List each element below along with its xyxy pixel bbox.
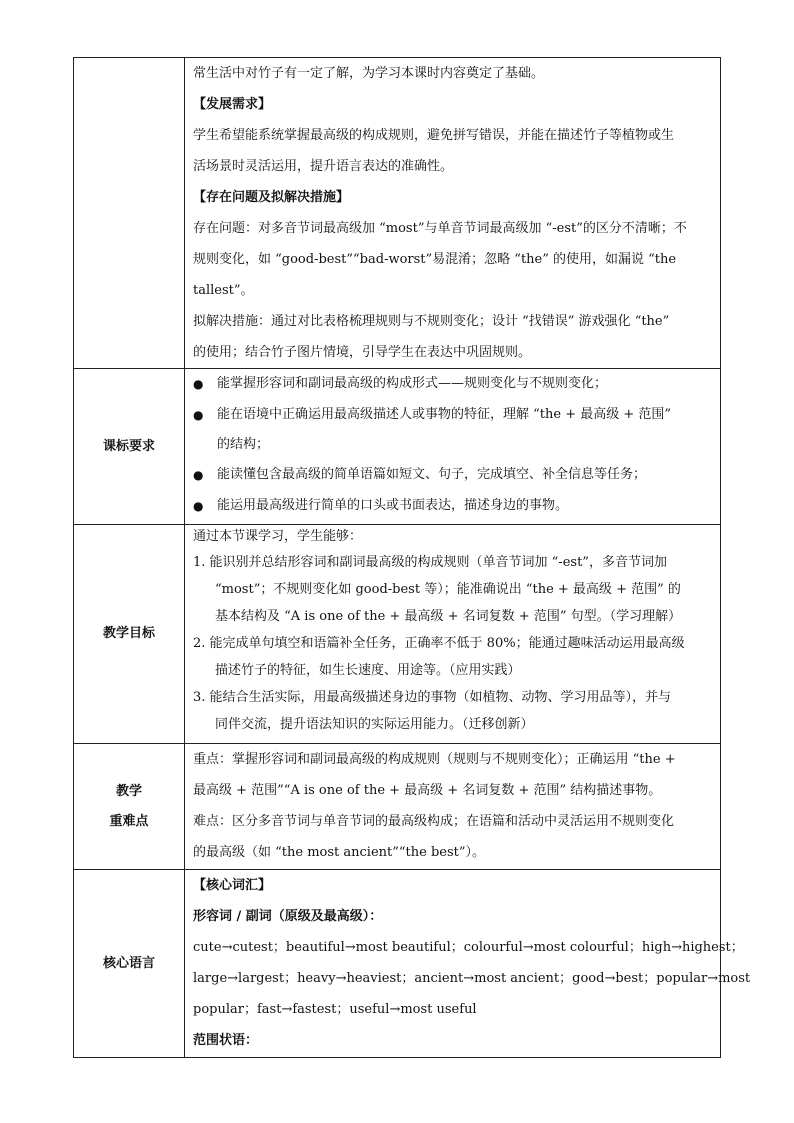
list-item [193,491,714,522]
vocab-line: cute→cutest；beautiful→most beautiful；colourful→most colourful；high→highest； [193,940,744,955]
curriculum-item: 能掌握形容词和副词最高级的构成形式——规则变化与不规则变化； [217,376,608,391]
table-row-situation [74,58,721,369]
key-point-line: 重点：掌握形容词和副词最高级的构成规则（规则与不规则变化）；正确运用 “the + [193,752,676,767]
core-vocab-subheading: 形容词 / 副词（原级及最高级）： [193,909,383,924]
situation-line: 常生活中对竹子有一定了解，为学习本课时内容奠定了基础。 [193,66,545,81]
difficult-point-line: 的最高级（如 “the most ancient”“the best”）。 [193,845,486,860]
key-point-line: 最高级 + 范围”“A is one of the + 最高级 + 名词复数 + 范围” 结构描述事物。 [193,783,662,798]
problems-heading: 【存在问题及拟解决措施】 [193,190,350,205]
situation-label-cell [74,58,185,369]
vocab-line: popular；fast→fastest；useful→most useful [193,1002,477,1017]
objectives-content-cell [185,525,721,744]
lesson-plan-table [73,57,751,1058]
adverbial-heading: 范围状语： [193,1033,259,1048]
curriculum-item: 能在语境中正确运用最高级描述人或事物的特征，理解 “the + 最高级 + 范围” [217,407,672,422]
objective-item: 3. 能结合生活实际，用最高级描述身边的事物（如植物、动物、学习用品等），并与 [193,690,672,705]
situation-line: 存在问题：对多音节词最高级加 “most”与单音节词最高级加 “-est”的区分不清晰；不 [193,221,687,236]
situation-line: 拟解决措施：通过对比表格梳理规则与不规则变化；设计 “找错误” 游戏强化 “the” [193,314,670,329]
objectives-intro: 通过本节课学习，学生能够： [193,529,363,544]
core-vocab-heading: 【核心词汇】 [193,878,272,893]
objectives-label: 教学目标 [74,525,185,744]
objective-item: 2. 能完成单句填空和语篇补全任务，正确率不低于 80%；能通过趣味活动运用最高级 [193,636,685,651]
situation-line: 的使用；结合竹子图片情境，引导学生在表达中巩固规则。 [193,345,532,360]
development-needs-heading: 【发展需求】 [193,97,272,112]
curriculum-item-cont: 的结构； [217,437,270,452]
bullet-icon: ● [193,377,204,391]
objective-item-cont: “most”；不规则变化如 good-best 等）；能准确说出 “the + 最高级 + 范围” 的 [215,582,681,597]
vocab-line: large→largest；heavy→heaviest；ancient→most ancient；good→best；popular→most [193,971,751,986]
situation-line: 活场景时灵活运用，提升语言表达的准确性。 [193,159,454,174]
situation-content-cell [185,58,721,369]
lesson-plan-page [73,57,751,1058]
objective-item-cont: 同伴交流，提升语法知识的实际运用能力。（迁移创新） [215,717,534,732]
situation-line: 学生希望能系统掌握最高级的构成规则，避免拼写错误，并能在描述竹子等植物或生 [193,128,675,143]
key-points-label-line2: 重难点 [109,813,149,829]
curriculum-item: 能读懂包含最高级的简单语篇如短文、句子，完成填空、补全信息等任务； [217,467,647,482]
list-item [193,460,714,491]
core-language-content-cell [185,870,751,1058]
bullet-icon: ● [193,468,204,482]
key-points-label-line1: 教学 [115,783,142,799]
table-row-curriculum [74,369,721,525]
objective-item: 1. 能识别并总结形容词和副词最高级的构成规则（单音节词加 “-est”，多音节词加 [193,555,667,570]
list-item [193,369,714,400]
table-row-key-points [74,744,721,870]
objective-item-cont: 基本结构及 “A is one of the + 最高级 + 名词复数 + 范围” 句型。（学习理解） [215,609,682,624]
key-points-content-cell [185,744,721,870]
bullet-icon: ● [193,408,204,422]
curriculum-content-cell [185,369,721,525]
curriculum-label: 课标要求 [74,369,185,525]
situation-line: 规则变化，如 “good-best”“bad-worst”易混淆；忽略 “the” 的使用，如漏说 “the [193,252,677,267]
situation-line: tallest”。 [193,283,254,298]
key-points-label-cell [74,744,185,870]
list-item [193,400,714,460]
core-language-label: 核心语言 [74,870,185,1058]
curriculum-item-wrap [217,400,714,460]
curriculum-item: 能运用最高级进行简单的口头或书面表达，描述身边的事物。 [217,498,569,513]
table-row-objectives [74,525,721,744]
table-row-core-language [74,870,721,1058]
bullet-icon: ● [193,499,204,513]
difficult-point-line: 难点：区分多音节词与单音节词的最高级构成；在语篇和活动中灵活运用不规则变化 [193,814,675,829]
objective-item-cont: 描述竹子的特征，如生长速度、用途等。（应用实践） [215,663,521,678]
